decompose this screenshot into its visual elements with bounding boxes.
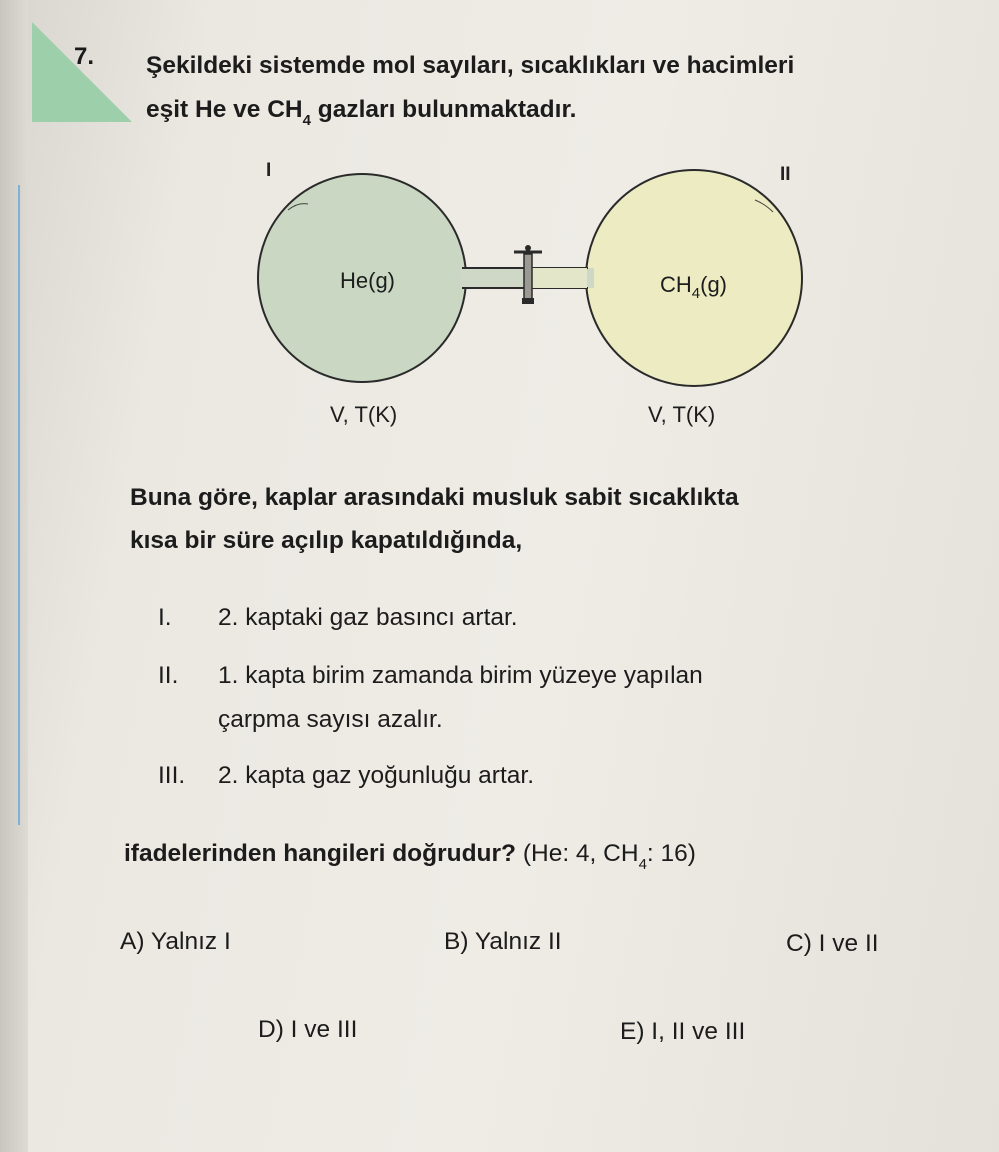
option-e[interactable]: E) I, II ve III — [620, 1018, 746, 1045]
flask-1-conditions: V, T(K) — [330, 402, 398, 427]
valve-stem — [524, 254, 532, 300]
question-number: 7. — [74, 43, 95, 70]
intro-line-1: Şekildeki sistemde mol sayıları, sıcaklıkları ve hacimleri — [146, 52, 795, 79]
methane-formula: CH — [660, 272, 692, 297]
option-c[interactable]: C) I ve II — [786, 930, 879, 957]
molar-mass-end: : 16) — [646, 840, 696, 867]
statement-1-number: I. — [158, 604, 172, 631]
statement-3-text: 2. kapta gaz yoğunluğu artar. — [218, 762, 534, 789]
flask-2-gas-label — [660, 272, 728, 302]
molar-mass-subscript: 4 — [638, 856, 647, 873]
intro-text-end: gazları bulunmaktadır. — [310, 96, 577, 123]
flask-2-roman-label: II — [780, 164, 791, 185]
option-d[interactable]: D) I ve III — [258, 1016, 358, 1043]
question-ask — [124, 840, 696, 873]
flask-2-conditions: V, T(K) — [648, 402, 716, 427]
statement-2-number: II. — [158, 662, 179, 689]
two-flask-diagram — [250, 160, 830, 427]
option-b[interactable]: B) Yalnız II — [444, 928, 562, 955]
flask-1-roman-label: I — [266, 160, 272, 181]
intro-text: eşit He ve CH — [146, 96, 303, 123]
statement-2-text-line-1: 1. kapta birim zamanda birim yüzeye yapılan — [218, 662, 703, 689]
margin-line — [18, 185, 20, 825]
statement-1-text: 2. kaptaki gaz basıncı artar. — [218, 604, 518, 631]
statement-3-number: III. — [158, 762, 186, 789]
question-intro — [146, 44, 946, 135]
methane-subscript: 4 — [691, 285, 701, 302]
subscript-4: 4 — [302, 112, 311, 129]
flask-drawing — [250, 160, 830, 400]
prompt-line-1: Buna göre, kaplar arasındaki musluk sabit sıcaklıkta — [130, 484, 739, 511]
question-ask-bold: ifadelerinden hangileri doğrudur? — [124, 840, 517, 867]
option-a[interactable]: A) Yalnız I — [120, 928, 231, 955]
flask-1-gas-label: He(g) — [340, 268, 396, 293]
intro-line-2 — [146, 88, 946, 135]
statement-2-text-line-2: çarpma sayısı azalır. — [218, 706, 443, 733]
prompt-line-2: kısa bir süre açılıp kapatıldığında, — [130, 527, 523, 554]
molar-mass-start: (He: 4, CH — [516, 840, 639, 867]
methane-state: (g) — [700, 272, 728, 297]
question-prompt — [130, 476, 950, 562]
corner-triangle-decoration — [32, 22, 132, 122]
page-spine-shadow — [0, 0, 28, 1152]
